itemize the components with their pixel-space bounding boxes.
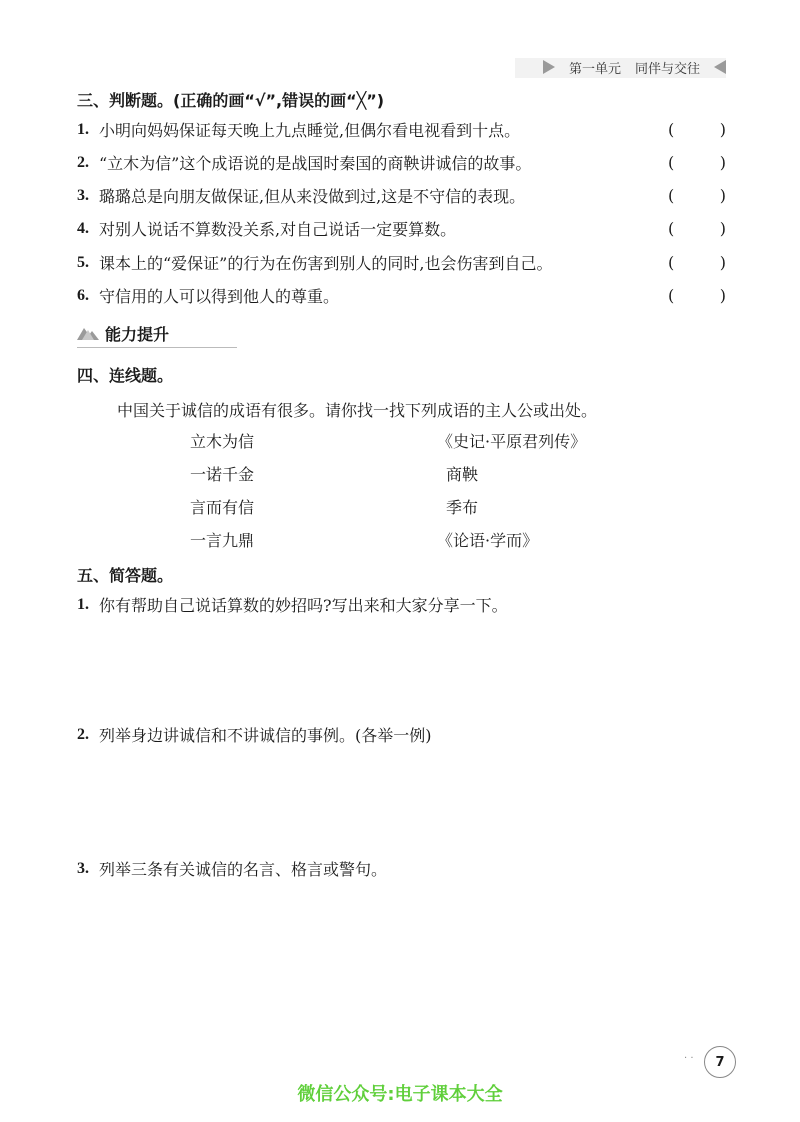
section3-title: 三、判断题。(正确的画“√”,错误的画“╳”) [77, 91, 385, 110]
item-text: 守信用的人可以得到他人的尊重。 [99, 287, 340, 306]
short-answer-1 [77, 593, 726, 616]
divider [77, 347, 237, 348]
source-right-1[interactable]: 《史记·平原君列传》 [437, 432, 587, 451]
running-header [543, 54, 726, 80]
item-text: 课本上的“爱保证”的行为在伤害到别人的同时,也会伤害到自己。 [99, 254, 553, 273]
triangle-right-icon [714, 60, 726, 74]
item-number: 2. [77, 725, 89, 743]
judge-item-1 [77, 118, 726, 141]
item-number: 3. [77, 859, 89, 877]
source-right-3[interactable]: 季布 [446, 498, 479, 517]
judge-item-5 [77, 251, 726, 274]
item-number: 3. [77, 186, 89, 204]
idiom-left-2[interactable]: 一诺千金 [190, 465, 255, 484]
item-number: 2. [77, 153, 89, 171]
watermark: 微信公众号:电子课本大全 [297, 1084, 503, 1105]
section4-intro: 中国关于诚信的成语有很多。请你找一找下列成语的主人公或出处。 [117, 401, 598, 420]
idiom-left-3[interactable]: 言而有信 [190, 498, 255, 517]
answer-blank[interactable]: ( ) [668, 253, 726, 272]
item-number: 4. [77, 219, 89, 237]
source-right-2[interactable]: 商鞅 [446, 465, 479, 484]
item-text: 列举三条有关诚信的名言、格言或警句。 [99, 860, 388, 879]
item-number: 1. [77, 595, 89, 613]
item-text: 璐璐总是向朋友做保证,但从来没做到过,这是不守信的表现。 [99, 187, 526, 206]
item-text: “立木为信”这个成语说的是战国时秦国的商鞅讲诚信的故事。 [99, 154, 532, 173]
judge-item-3 [77, 184, 726, 207]
header-unit: 第一单元 [568, 61, 621, 77]
mountain-icon [77, 324, 99, 344]
ability-label: 能力提升 [105, 325, 170, 344]
item-text: 对别人说话不算数没关系,对自己说话一定要算数。 [99, 220, 457, 239]
idiom-left-4[interactable]: 一言九鼎 [190, 531, 255, 550]
short-answer-3 [77, 857, 726, 880]
item-text: 小明向妈妈保证每天晚上九点睡觉,但偶尔看电视看到十点。 [99, 121, 521, 140]
item-text: 你有帮助自己说话算数的妙招吗?写出来和大家分享一下。 [99, 596, 508, 615]
triangle-left-icon [543, 60, 555, 74]
judge-item-4 [77, 217, 726, 240]
item-number: 1. [77, 120, 89, 138]
item-text: 列举身边讲诚信和不讲诚信的事例。(各举一例) [99, 726, 432, 745]
answer-blank[interactable]: ( ) [668, 153, 726, 172]
section5-title: 五、简答题。 [77, 566, 174, 585]
answer-blank[interactable]: ( ) [668, 186, 726, 205]
item-number: 6. [77, 286, 89, 304]
answer-blank[interactable]: ( ) [668, 286, 726, 305]
header-title: 同伴与交往 [634, 61, 700, 77]
ability-heading [77, 322, 169, 345]
short-answer-2 [77, 723, 726, 746]
source-right-4[interactable]: 《论语·学而》 [437, 531, 539, 550]
answer-blank[interactable]: ( ) [668, 120, 726, 139]
decorative-dots: · · [684, 1053, 694, 1064]
judge-item-6 [77, 284, 726, 307]
section4-title: 四、连线题。 [77, 366, 174, 385]
judge-item-2 [77, 151, 726, 174]
idiom-left-1[interactable]: 立木为信 [190, 432, 255, 451]
page-number: 7 [704, 1046, 736, 1078]
item-number: 5. [77, 253, 89, 271]
answer-blank[interactable]: ( ) [668, 219, 726, 238]
